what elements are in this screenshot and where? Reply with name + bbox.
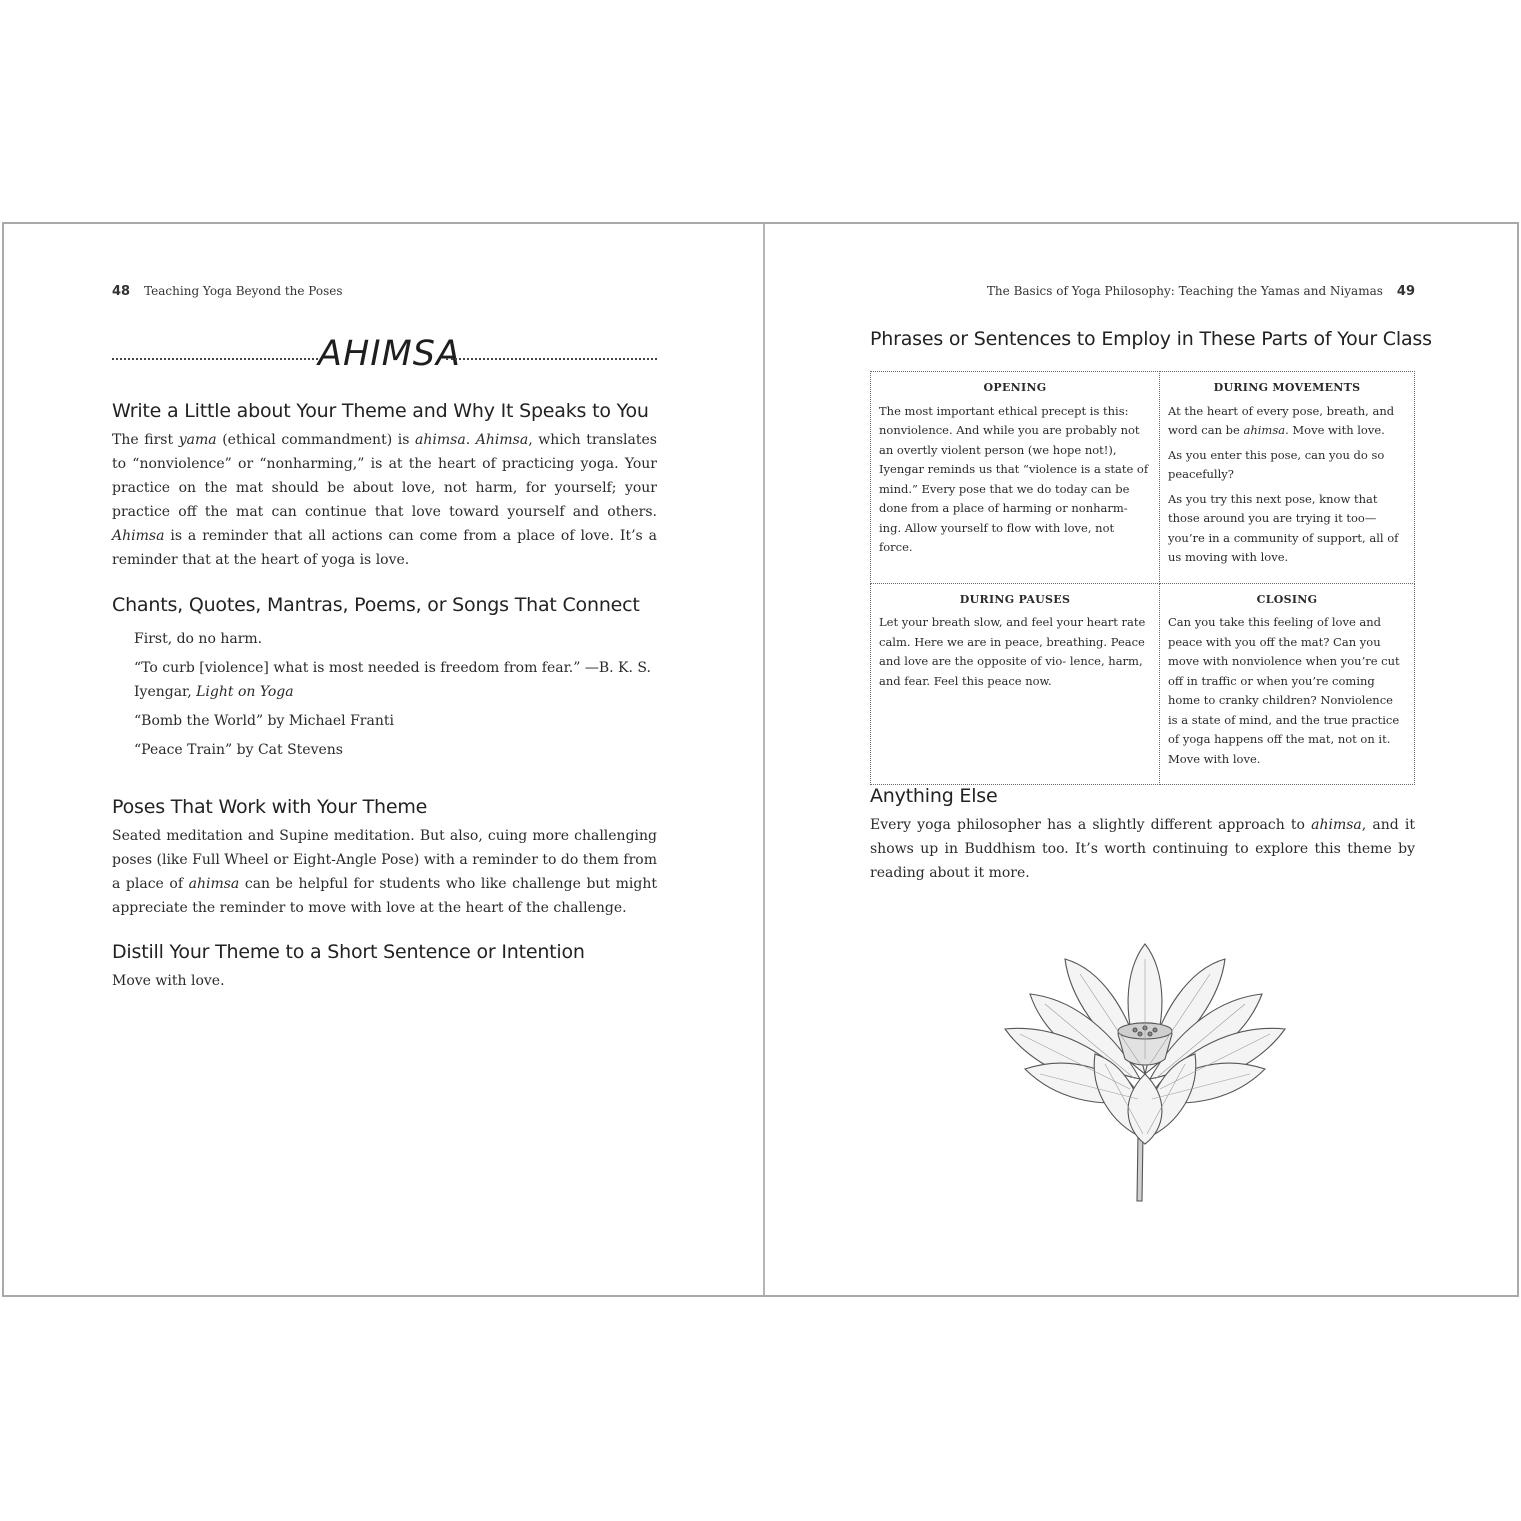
section-chants xyxy=(112,594,657,767)
theme-paragraph: The first yama (ethical commandment) is ahimsa. Ahimsa, which translates to “nonviolence” or “nonharming,” is at the heart of practicing yoga. Your practice on the mat should be about love, not harm, for yourself; your practice off the mat can continue that love toward yourself and others. Ahimsa is a reminder that all actions can come from a place of love. It’s a reminder that at the heart of yoga is love. xyxy=(112,432,657,568)
chants-list xyxy=(112,627,657,762)
poses-paragraph: Seated meditation and Supine meditation. But also, cuing more challenging poses (like Full Wheel or Eight-Angle Pose) with a reminder to do them from a place of ahimsa can be helpful for students who like challenge but might appreciate the reminder to move with love at the heart of the challenge. xyxy=(112,828,657,916)
list-item: “Peace Train” by Cat Stevens xyxy=(134,742,343,758)
right-running-head xyxy=(973,284,1415,299)
cell-closing xyxy=(1160,583,1415,785)
chapter-title-text: AHIMSA xyxy=(318,334,461,374)
section-anything-else xyxy=(870,785,1415,885)
right-page xyxy=(870,224,1432,1295)
chapter-title xyxy=(112,334,657,374)
cell-text: As you try this next pose, know that those around you are trying it too—you’re in a community of support, all of us moving with love. xyxy=(1168,491,1399,564)
section-theme xyxy=(112,400,657,572)
section-heading-poses: Poses That Work with Your Theme xyxy=(112,796,428,818)
gutter-divider xyxy=(763,224,765,1295)
right-running-title: The Basics of Yoga Philosophy: Teaching the Yamas and Niyamas xyxy=(986,284,1383,298)
cell-heading: OPENING xyxy=(983,381,1047,394)
list-item: First, do no harm. xyxy=(134,631,263,647)
section-distill xyxy=(112,941,657,993)
right-folio: 49 xyxy=(1396,284,1415,299)
cell-text: Can you take this feeling of love and peace with you off the mat? Can you move with nonviolence when you’re cut off in traffic or when you’re coming home to cranky children? Nonviolence is a state of mind, and the true practice of yoga happens off the mat, not on it. Move with love. xyxy=(1168,615,1400,766)
cell-opening xyxy=(871,372,1160,584)
list-item: “To curb [violence] what is most needed is freedom from fear.” —B. K. S. Iyengar, Light on Yoga xyxy=(134,660,651,700)
left-running-head xyxy=(112,284,357,299)
cell-during-movements xyxy=(1160,372,1415,584)
section-heading-anything-else: Anything Else xyxy=(870,785,998,807)
distill-text: Move with love. xyxy=(112,973,225,989)
phrases-table xyxy=(870,371,1415,785)
cell-text: As you enter this pose, can you do so peacefully? xyxy=(1168,447,1385,481)
section-phrases xyxy=(870,328,1432,350)
cell-text: At the heart of every pose, breath, and word can be ahimsa. Move with love. xyxy=(1168,403,1395,437)
cell-text: Let your breath slow, and feel your heart rate calm. Here we are in peace, breathing. Peace and love are the opposite of vio- lence, harm, and fear. Feel this peace now. xyxy=(879,615,1146,688)
cell-heading: DURING PAUSES xyxy=(959,592,1071,606)
left-page xyxy=(112,224,657,1295)
book-spread xyxy=(2,222,1519,1297)
dotted-rule-right xyxy=(446,358,657,360)
list-item: “Bomb the World” by Michael Franti xyxy=(134,713,394,729)
anything-else-paragraph: Every yoga philosopher has a slightly different approach to ahimsa, and it shows up in Buddhism too. It’s worth continuing to explore this theme by reading about it more. xyxy=(870,817,1415,881)
section-poses xyxy=(112,796,657,920)
section-heading-distill: Distill Your Theme to a Short Sentence or Intention xyxy=(112,941,585,963)
left-running-title: Teaching Yoga Beyond the Poses xyxy=(144,284,343,298)
cell-heading: DURING MOVEMENTS xyxy=(1213,381,1361,394)
cell-text: The most important ethical precept is this: nonviolence. And while you are probably not an overtly violent person (we hope not!), Iyengar reminds us that “violence is a state of mind.” Every pose that we do today can be done from a place of harming or nonharm- ing. Allow yourself to flow with love, not force. xyxy=(879,403,1149,554)
cell-during-pauses xyxy=(871,583,1160,785)
section-heading-chants: Chants, Quotes, Mantras, Poems, or Songs That Connect xyxy=(112,594,640,616)
dotted-rule-left xyxy=(112,358,318,360)
lotus-illustration-icon xyxy=(1000,939,1290,1204)
cell-heading: CLOSING xyxy=(1256,592,1318,606)
section-heading-phrases: Phrases or Sentences to Employ in These Parts of Your Class xyxy=(870,328,1432,350)
left-folio: 48 xyxy=(112,284,131,299)
section-heading-theme: Write a Little about Your Theme and Why It Speaks to You xyxy=(112,400,649,422)
